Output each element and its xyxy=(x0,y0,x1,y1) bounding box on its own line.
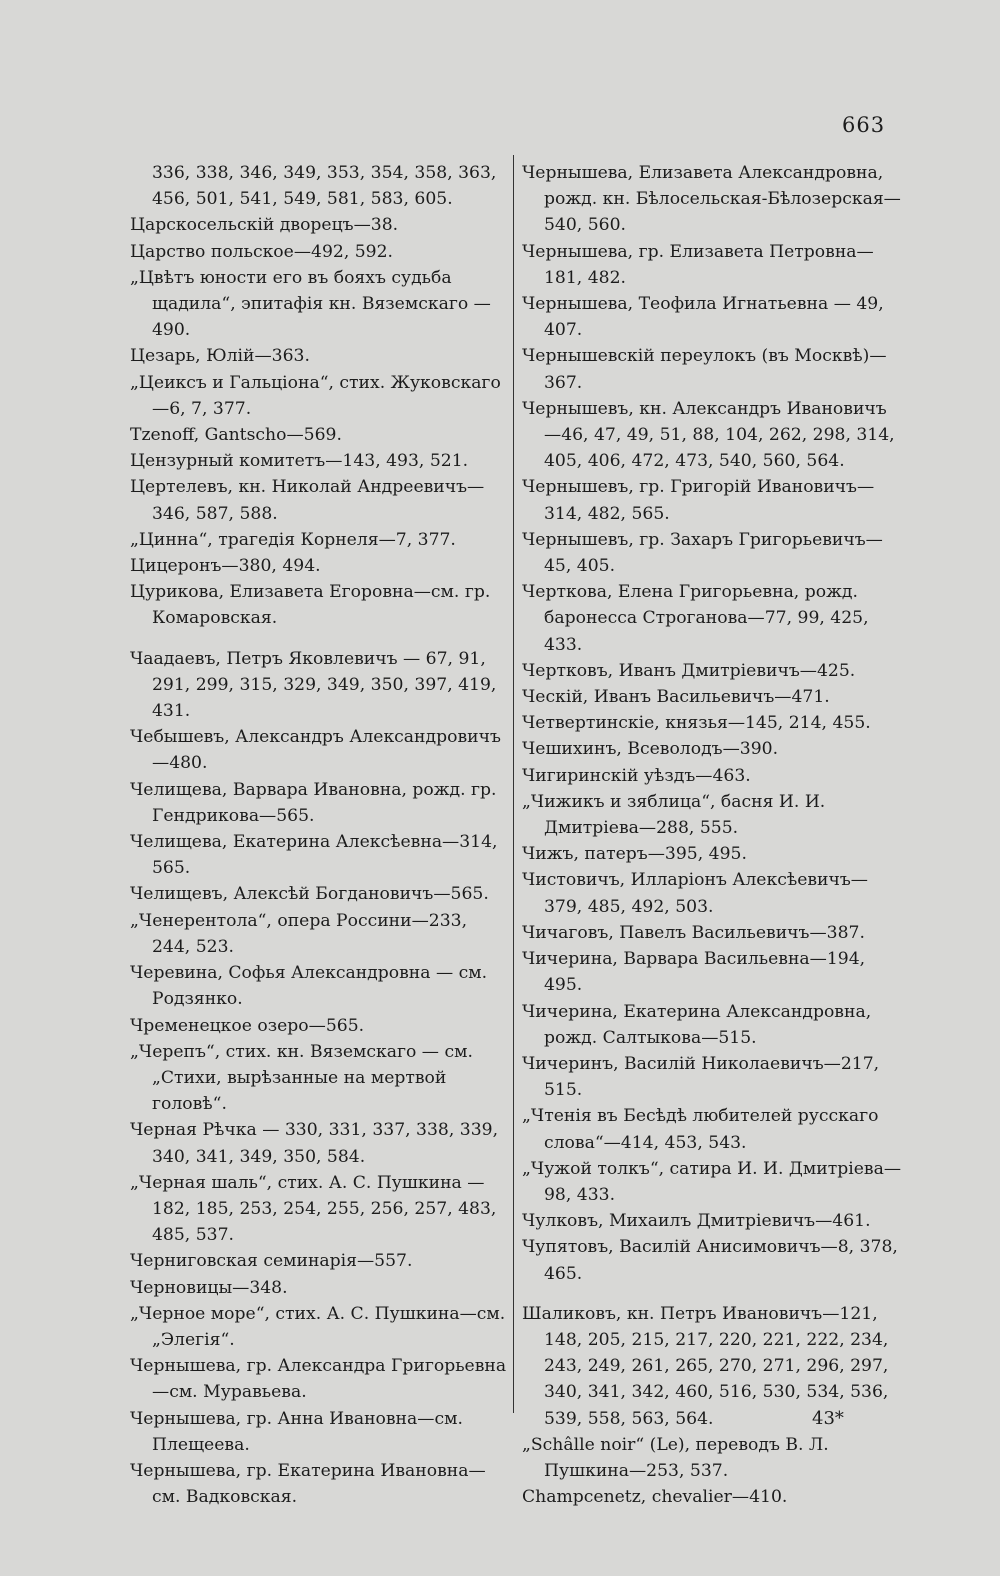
index-entry: Царство польское—492, 592. xyxy=(130,241,394,262)
index-entry: Челищева, Екатерина Алексѣевна—314, 565. xyxy=(130,832,498,879)
index-entry: Черная Рѣчка — 330, 331, 337, 338, 339, 340, 341, 349, 350, 584. xyxy=(130,1120,499,1167)
index-entry: Цензурный комитетъ—143, 493, 521. xyxy=(130,451,469,472)
index-entry: Черткова, Елена Григорьевна, рожд. баронесса Строганова—77, 99, 425, 433. xyxy=(522,582,869,655)
index-entry: Чебышевъ, Александръ Александровичъ—480. xyxy=(130,727,501,774)
index-entry: „Чужой толкъ“, сатира И. И. Дмитріева—98, 433. xyxy=(522,1158,902,1205)
index-entry: Чернышева, гр. Елизавета Петровна—181, 482. xyxy=(522,241,874,288)
index-entry: „Schâlle noir“ (Le), переводъ В. Л. Пушкина—253, 537. xyxy=(522,1434,829,1481)
index-entry: Цицеронъ—380, 494. xyxy=(130,556,321,577)
index-entry: „Цвѣтъ юности его въ бояхъ судьба щадила“, эпитафія кн. Вяземскаго — 490. xyxy=(130,267,491,341)
index-entry: „Чтенія въ Бесѣдѣ любителей русскаго слова“—414, 453, 543. xyxy=(522,1106,879,1153)
index-entry: Чичеринъ, Василій Николаевичъ—217, 515. xyxy=(522,1053,880,1101)
index-entry: „Цинна“, трагедія Корнеля—7, 377. xyxy=(130,529,456,550)
index-entry: Чигиринскій уѣздъ—463. xyxy=(522,765,751,786)
index-entry: Чешихинъ, Всеволодъ—390. xyxy=(522,739,779,760)
index-entry: „Чижикъ и зяблица“, басня И. И. Дмитріева—288, 555. xyxy=(522,791,826,839)
index-entry: Чременецкое озеро—565. xyxy=(130,1015,365,1036)
index-entry: Черевина, Софья Александровна — см. Родзянко. xyxy=(130,963,488,1010)
index-entry: Чернышевъ, гр. Захаръ Григорьевичъ—45, 405. xyxy=(522,529,883,577)
index-entry: Чистовичъ, Илларіонъ Алексѣевичъ—379, 485, 492, 503. xyxy=(522,870,868,917)
column-divider xyxy=(513,155,514,1413)
index-entry: Цезарь, Юлій—363. xyxy=(130,346,310,367)
index-entry: Чернышева, Елизавета Александровна, рожд. кн. Бѣлосельская-Бѣлозерская—540, 560. xyxy=(522,163,901,236)
page-number: 663 xyxy=(842,113,886,137)
index-entry: Чичаговъ, Павелъ Васильевичъ—387. xyxy=(522,922,865,943)
index-entry: Чернышева, гр. Анна Ивановна—см. Плещеева. xyxy=(130,1408,463,1455)
index-column-left xyxy=(130,160,510,1510)
index-entry: Чулковъ, Михаилъ Дмитріевичъ—461. xyxy=(522,1211,871,1232)
index-entry: „Ченерентола“, опера Россини—233, 244, 523. xyxy=(130,910,468,957)
index-entry: Чичерина, Варвара Васильевна—194, 495. xyxy=(522,949,866,996)
index-entry: Чупятовъ, Василій Анисимовичъ—8, 378, 465. xyxy=(522,1237,898,1284)
index-entry: „Черное море“, стих. А. С. Пушкина—см. „Элегія“. xyxy=(130,1303,506,1350)
signature-mark: 43* xyxy=(812,1408,844,1429)
section-gap xyxy=(522,1287,902,1301)
index-entry: Чернышевъ, кн. Александръ Ивановичъ—46, 47, 49, 51, 88, 104, 262, 298, 314, 405, 406, 472, 473, 540, 560, 564. xyxy=(522,398,895,472)
index-entry: Чаадаевъ, Петръ Яковлевичъ — 67, 91, 291, 299, 315, 329, 349, 350, 397, 419, 431. xyxy=(130,648,497,722)
index-entry: Tzenoff, Gantscho—569. xyxy=(130,425,342,446)
index-entry: 336, 338, 346, 349, 353, 354, 358, 363, 456, 501, 541, 549, 581, 583, 605. xyxy=(152,163,497,210)
index-entry: „Цеиксъ и Гальціона“, стих. Жуковскаго—6, 7, 377. xyxy=(130,372,501,419)
index-entry: Цертелевъ, кн. Николай Андреевичъ—346, 587, 588. xyxy=(130,477,485,524)
index-entry: Чичерина, Екатерина Александровна, рожд. Салтыкова—515. xyxy=(522,1001,872,1048)
index-entry: Четвертинскіе, князья—145, 214, 455. xyxy=(522,713,871,734)
index-entry: Черновицы—348. xyxy=(130,1277,288,1298)
index-entry: Челищевъ, Алексѣй Богдановичъ—565. xyxy=(130,884,489,905)
index-entry: Цурикова, Елизавета Егоровна—см. гр. Комаровская. xyxy=(130,582,491,629)
index-entry: Чернышева, гр. Екатерина Ивановна—см. Вадковская. xyxy=(130,1460,486,1508)
index-entry: Ческій, Иванъ Васильевичъ—471. xyxy=(522,687,830,708)
index-entry: Чернышева, Теофила Игнатьевна — 49, 407. xyxy=(522,294,884,341)
index-entry: Чернышевскій переулокъ (въ Москвѣ)—367. xyxy=(522,346,887,393)
index-entry: Чернышева, гр. Александра Григорьевна—см. Муравьева. xyxy=(130,1356,507,1403)
index-entry: Чертковъ, Иванъ Дмитріевичъ—425. xyxy=(522,660,856,681)
index-entry: „Черная шаль“, стих. А. С. Пушкина — 182, 185, 253, 254, 255, 256, 257, 483, 485, 537. xyxy=(130,1172,497,1246)
index-entry: Царскосельскій дворецъ—38. xyxy=(130,215,399,236)
section-gap xyxy=(130,632,510,646)
index-entry: Champcenetz, chevalier—410. xyxy=(522,1487,788,1508)
index-entry: Черниговская семинарія—557. xyxy=(130,1251,413,1272)
index-entry: Шаликовъ, кн. Петръ Ивановичъ—121, 148, 205, 215, 217, 220, 221, 222, 234, 243, 249, 261, 265, 270, 271, 296, 297, 340, 341, 342, 460, 516, 530, 534, 536, 539, 558, 563, 564. xyxy=(522,1303,889,1429)
index-entry: „Черепъ“, стих. кн. Вяземскаго — см. „Стихи, вырѣзанные на мертвой головѣ“. xyxy=(130,1041,473,1115)
index-entry: Чернышевъ, гр. Григорій Ивановичъ—314, 482, 565. xyxy=(522,477,875,524)
index-column-right xyxy=(522,160,902,1510)
index-entry: Чижъ, патеръ—395, 495. xyxy=(522,844,747,865)
index-entry: Челищева, Варвара Ивановна, рожд. гр. Гендрикова—565. xyxy=(130,779,497,826)
